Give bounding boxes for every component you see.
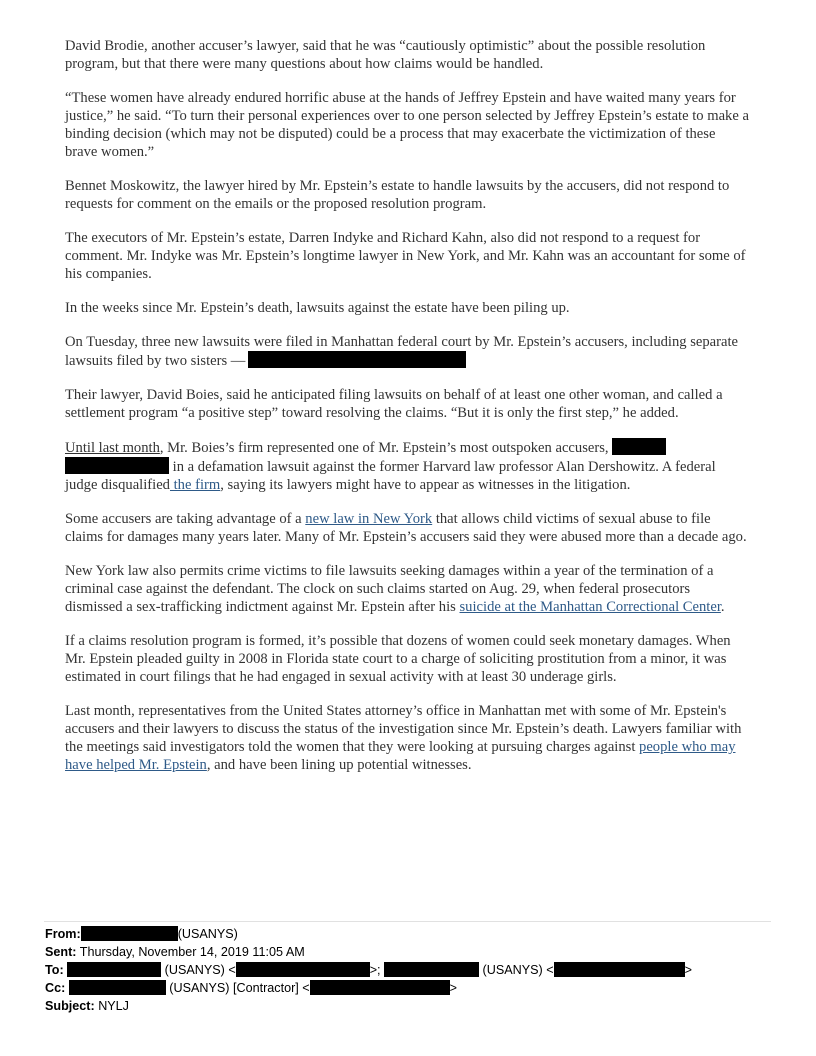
to-row (45, 961, 785, 979)
redaction-block (384, 962, 479, 977)
paragraph-text: Bennet Moskowitz, the lawyer hired by Mr. Epstein’s estate to handle lawsuits by the accusers, did not respond to requests for comment on the emails or the proposed resolution program. (65, 178, 730, 212)
paragraph-text: that allows child victims of sexual abuse to file claims for damages many years later. Many of Mr. Epstein’s accusers said they were abused more than a decade ago. (65, 511, 747, 545)
redaction-block (236, 962, 370, 977)
redaction-block (81, 926, 178, 941)
paragraph (65, 229, 751, 283)
to-label: To: (45, 963, 64, 977)
sent-value: Thursday, November 14, 2019 11:05 AM (79, 945, 305, 959)
to-text: (USANYS) < (161, 963, 236, 977)
paragraph (65, 177, 751, 213)
underlined-text: Until last month (65, 440, 160, 456)
redaction-block (67, 962, 161, 977)
paragraph-text: . (720, 599, 725, 615)
paragraph-text: , and have been lining up potential witnesses. (206, 757, 472, 773)
paragraph-text: In the weeks since Mr. Epstein’s death, lawsuits against the estate have been piling up. (65, 300, 570, 316)
paragraph (65, 632, 751, 686)
paragraph-text: Some accusers are taking advantage of a (65, 511, 306, 527)
paragraph-text: , Mr. Boies’s firm represented one of Mr. Epstein’s most outspoken accusers, (159, 440, 609, 456)
paragraph-text: The executors of Mr. Epstein’s estate, Darren Indyke and Richard Kahn, also did not respond to a request for comment. Mr. Indyke was Mr. Epstein’s longtime lawyer in New York, and Mr. Kahn was an accountant for some of his companies. (65, 230, 746, 282)
cc-text: (USANYS) [Contractor] < (165, 981, 310, 995)
paragraph-text: Their lawyer, David Boies, said he anticipated filing lawsuits on behalf of at least one other woman, and called a settlement program “a positive step” toward resolving the claims. “But it is only the first step,” he added. (65, 387, 723, 421)
suicide-mcc-link[interactable]: suicide at the Manhattan Correctional Center (459, 599, 721, 615)
redaction-block (65, 457, 169, 474)
paragraph (65, 37, 751, 73)
from-suffix: (USANYS) (177, 927, 238, 941)
redaction-block (248, 351, 466, 368)
to-text: > (684, 963, 692, 977)
subject-row (45, 997, 785, 1015)
redaction-block (554, 962, 685, 977)
paragraph (65, 386, 751, 422)
paragraph-text: David Brodie, another accuser’s lawyer, said that he was “cautiously optimistic” about the possible resolution program, but that there were many questions about how claims would be handled. (65, 38, 706, 72)
cc-row (45, 979, 785, 997)
paragraph (65, 702, 751, 774)
new-law-link[interactable]: new law in New York (305, 511, 433, 527)
sent-label: Sent: (45, 945, 77, 959)
from-row (45, 925, 785, 943)
redaction-block (310, 980, 450, 995)
paragraph-text: On Tuesday, three new lawsuits were filed in Manhattan federal court by Mr. Epstein’s accusers, including separate lawsuits filed by two sisters — (65, 334, 739, 369)
paragraph-text: “These women have already endured horrific abuse at the hands of Jeffrey Epstein and have waited many years for justice,” he said. “To turn their personal experiences over to one person selected by Jeffrey Epstein’s estate to make a binding decision (which may not be disputed) could be a process that may exacerbate the victimization of these brave women.” (65, 90, 749, 160)
paragraph-text: Last month, representatives from the United States attorney’s office in Manhattan met with some of Mr. Epstein's accusers and their lawyers to discuss the status of the investigation since Mr. Epstein’s death. Lawyers familiar with the meetings said investigators told the women that they were looking at pursuing charges against (65, 703, 742, 755)
to-text: (USANYS) < (479, 963, 554, 977)
sent-row (45, 943, 785, 961)
paragraph (65, 333, 751, 370)
email-header (45, 925, 785, 1015)
paragraph-text: in a defamation lawsuit against the former Harvard law professor Alan Dershowitz. A federal judge disqualified (65, 459, 716, 493)
paragraph (65, 510, 751, 546)
paragraph (65, 562, 751, 616)
paragraph-text: If a claims resolution program is formed, it’s possible that dozens of women could seek monetary damages. When Mr. Epstein pleaded guilty in 2008 in Florida state court to a charge of soliciting prostitution from a minor, it was estimated in court filings that he had engaged in sexual activity with at least 30 underage girls. (65, 633, 731, 685)
paragraph-text: , saying its lawyers might have to appear as witnesses in the litigation. (220, 477, 631, 493)
the-firm-link[interactable]: the firm (169, 477, 221, 493)
cc-text: > (449, 981, 457, 995)
paragraph-text: New York law also permits crime victims to file lawsuits seeking damages within a year of the termination of a criminal case against the defendant. The clock on such claims started on Aug. 29, when federal prosecutors dismissed a sex-trafficking indictment against Mr. Epstein after his (65, 563, 714, 615)
cc-label: Cc: (45, 981, 66, 995)
subject-value: NYLJ (98, 999, 129, 1013)
people-who-helped-link[interactable]: people who may have helped Mr. Epstein (65, 739, 736, 773)
redaction-block (612, 438, 666, 455)
to-text: >; (369, 963, 385, 977)
paragraph (65, 89, 751, 161)
paragraph (65, 438, 751, 494)
from-label: From: (45, 927, 81, 941)
subject-label: Subject: (45, 999, 95, 1013)
paragraph (65, 299, 751, 317)
article-body (65, 37, 751, 790)
header-divider (44, 921, 771, 922)
redaction-block (69, 980, 166, 995)
